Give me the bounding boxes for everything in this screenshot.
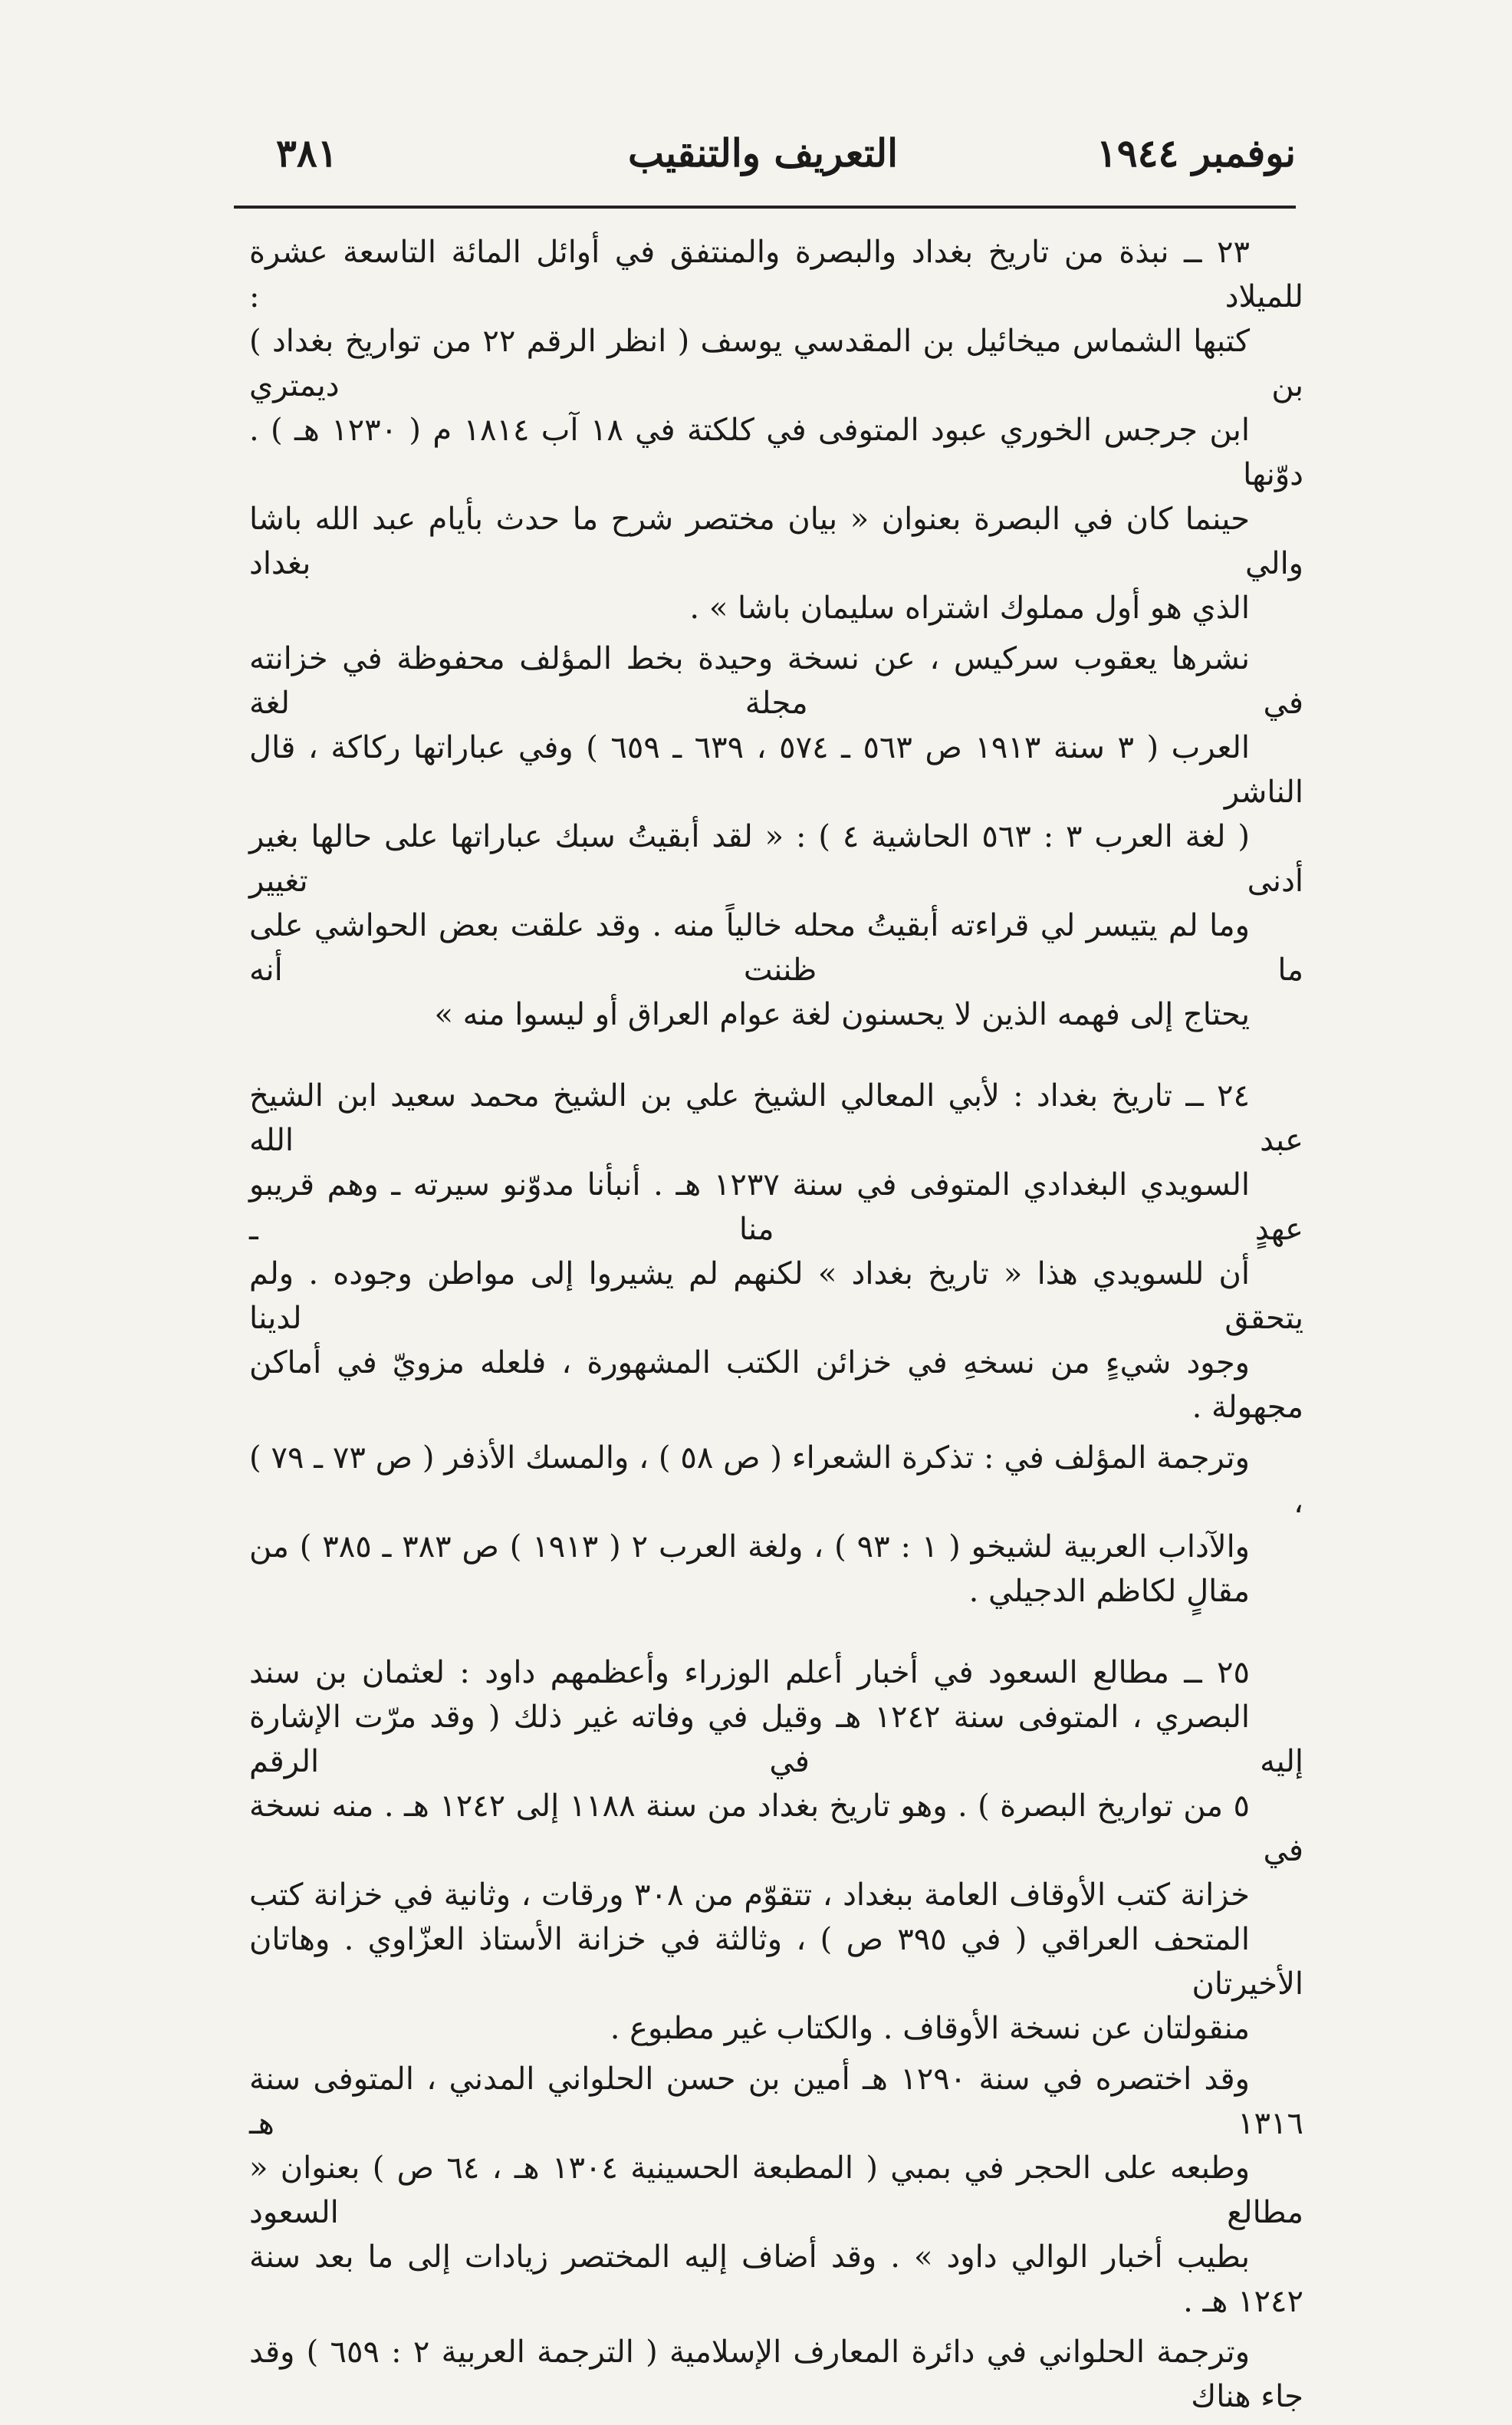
text-line: ( لغة العرب ٣ : ٥٦٣ الحاشية ٤ ) : « لقد أبقيتُ سبك عباراتها على حالها بغير أدنى تغيير <box>249 819 1303 899</box>
text-line: أن للسويدي هذا « تاريخ بغداد » لكنهم لم يشيروا إلى مواطن وجوده . ولم يتحقق لدينا <box>249 1256 1303 1336</box>
text-line: وما لم يتيسر لي قراءته أبقيتُ محله خالياً منه . وقد علقت بعض الحواشي على ما ظننت أنه <box>249 908 1303 988</box>
text-line: يحتاج إلى فهمه الذين لا يحسنون لغة عوام العراق أو ليسوا منه » <box>434 997 1250 1032</box>
paragraph-p23a <box>249 230 1303 630</box>
paragraph-p23b <box>249 637 1303 1037</box>
paragraph-p24a <box>249 1074 1303 1430</box>
text-line: ٥ من تواريخ البصرة ) . وهو تاريخ بغداد من سنة ١١٨٨ إلى ١٢٤٢ هـ . منه نسخة في <box>249 1788 1303 1868</box>
text-line: ٢٣ ــ نبذة من تاريخ بغداد والبصرة والمنتفق في أوائل المائة التاسعة عشرة للميلاد : <box>249 235 1303 314</box>
text-line: وترجمة الحلواني في دائرة المعارف الإسلامية ( الترجمة العربية ٢ : ٦٥٩ ) وقد جاء هناك <box>249 2335 1303 2414</box>
text-line: البصري ، المتوفى سنة ١٢٤٢ هـ وقيل في وفاته غير ذلك ( وقد مرّت الإشارة إليه في الرقم <box>249 1699 1303 1779</box>
text-line: الذي هو أول مملوك اشتراه سليمان باشا » . <box>689 591 1250 626</box>
text-line: حينما كان في البصرة بعنوان « بيان مختصر شرح ما حدث بأيام عبد الله باشا والي بغداد <box>249 502 1303 581</box>
text-line: نشرها يعقوب سركيس ، عن نسخة وحيدة بخط المؤلف محفوظة في خزانته في مجلة لغة <box>249 641 1303 721</box>
text-line: العرب ( ٣ سنة ١٩١٣ ص ٥٦٣ ـ ٥٧٤ ، ٦٣٩ ـ ٦٥٩ ) وفي عباراتها ركاكة ، قال الناشر <box>249 730 1303 810</box>
text-line: وترجمة المؤلف في : تذكرة الشعراء ( ص ٥٨ ) ، والمسك الأذفر ( ص ٧٣ ـ ٧٩ ) ، <box>249 1440 1303 1520</box>
header-date: نوفمبر ١٩٤٤ <box>1096 130 1296 176</box>
paragraph-p25b <box>249 2057 1303 2324</box>
text-line: خزانة كتب الأوقاف العامة ببغداد ، تتقوّم من ٣٠٨ ورقات ، وثانية في خزانة كتب <box>249 1877 1251 1913</box>
paragraph-p25c <box>249 2330 1303 2419</box>
text-line: وطبعه على الحجر في بمبي ( المطبعة الحسينية ١٣٠٤ هـ ، ٦٤ ص ) بعنوان « مطالع السعود <box>249 2150 1303 2230</box>
text-line: كتبها الشماس ميخائيل بن المقدسي يوسف ( انظر الرقم ٢٢ من تواريخ بغداد ) بن ديمتري <box>249 324 1303 403</box>
page-number: ٣٨١ <box>276 130 338 176</box>
text-line: ٢٤ ــ تاريخ بغداد : لأبي المعالي الشيخ علي بن الشيخ محمد سعيد ابن الشيخ عبد الله <box>249 1078 1303 1158</box>
text-line: والآداب العربية لشيخو ( ١ : ٩٣ ) ، ولغة العرب ٢ ( ١٩١٣ ) ص ٣٨٣ ـ ٣٨٥ ) من <box>249 1529 1251 1565</box>
paragraph-p24b <box>249 1436 1303 1614</box>
text-line: مقالٍ لكاظم الدجيلي . <box>968 1574 1250 1609</box>
paragraph-p25a <box>249 1650 1303 2051</box>
running-header <box>230 115 1296 184</box>
header-section-title: التعريف والتنقيب <box>628 130 898 176</box>
text-line: السويدي البغدادي المتوفى في سنة ١٢٣٧ هـ . أنبأنا مدوّنو سيرته ـ وهم قريبو عهدٍ منا ـ <box>249 1167 1303 1247</box>
text-line: وجود شيءٍ من نسخهِ في خزائن الكتب المشهورة ، فلعله مزويّ في أماكن مجهولة . <box>249 1345 1303 1425</box>
text-line: بطيب أخبار الوالي داود » . وقد أضاف إليه المختصر زيادات إلى ما بعد سنة ١٢٤٢ هـ . <box>249 2239 1303 2319</box>
text-line: المتحف العراقي ( في ٣٩٥ ص ) ، وثالثة في خزانة الأستاذ العزّاوي . وهاتان الأخيرتان <box>249 1922 1303 2002</box>
text-line: ابن جرجس الخوري عبود المتوفى في كلكتة في ١٨ آب ١٨١٤ م ( ١٢٣٠ هـ ) . دوّنها <box>249 413 1303 492</box>
header-rule <box>234 206 1296 209</box>
text-line: منقولتان عن نسخة الأوقاف . والكتاب غير مطبوع . <box>610 2011 1250 2046</box>
article-body <box>249 230 1303 2425</box>
text-line: ٢٥ ــ مطالع السعود في أخبار أعلم الوزراء وأعظمهم داود : لعثمان بن سند <box>249 1655 1250 1690</box>
text-line: وقد اختصره في سنة ١٢٩٠ هـ أمين بن حسن الحلواني المدني ، المتوفى سنة ١٣١٦ هـ <box>249 2061 1303 2141</box>
